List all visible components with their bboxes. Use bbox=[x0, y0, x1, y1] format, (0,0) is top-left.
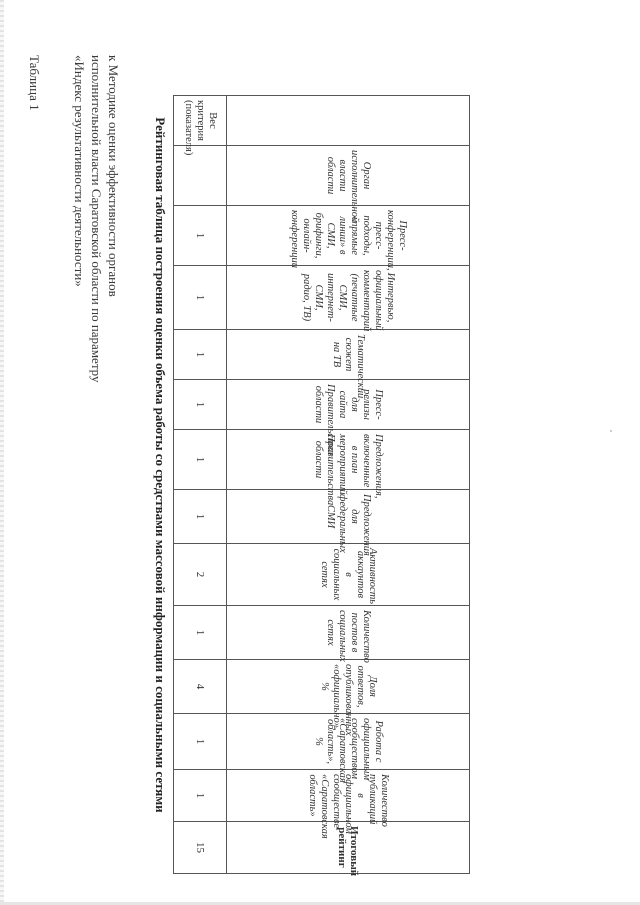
weight-value-cell: 4 bbox=[174, 660, 227, 714]
table-title: Рейтинговая таблица построения оценки объема работы со средствами массовой информации и социальными сетями bbox=[153, 117, 168, 813]
criterion-header-cell: Тематический сюжет на ТВ bbox=[227, 330, 470, 380]
weight-value-cell: 1 bbox=[174, 266, 227, 330]
criterion-header-cell: Количество постов в социальных сетях bbox=[227, 606, 470, 660]
table-number: Таблица 1 bbox=[27, 55, 42, 111]
weight-value-cell: 1 bbox=[174, 206, 227, 266]
criterion-header-cell: Активность аккаунтов в социальных сетях bbox=[227, 544, 470, 606]
table-header-row bbox=[227, 96, 470, 874]
weight-value-cell: 1 bbox=[174, 770, 227, 822]
criterion-header-cell: Предложения для федеральных СМИ bbox=[227, 490, 470, 544]
document-caption: к Методике оценки эффективности органов исполнительной власти Саратовской области по параметру «Индекс результативности деятельности» bbox=[72, 55, 121, 383]
weight-value-cell: 1 bbox=[174, 606, 227, 660]
weight-value-cell: 15 bbox=[174, 822, 227, 874]
weight-value-cell: 1 bbox=[174, 490, 227, 544]
table-corner-cell bbox=[227, 96, 470, 146]
weight-value-cell: 1 bbox=[174, 330, 227, 380]
weight-value-cell: 1 bbox=[174, 430, 227, 490]
weight-value-cell: 2 bbox=[174, 544, 227, 606]
rating-table-body bbox=[174, 96, 470, 877]
criterion-header-cell: Пресс-релизы для сайта Правительства области bbox=[227, 380, 470, 430]
criterion-header-cell: Итоговый рейтинг bbox=[227, 822, 470, 874]
criterion-header-cell: Пресс-конференции, пресс-подходы, «прямые линии» в СМИ, брифинги, онлайн-конференции bbox=[227, 206, 470, 266]
rating-table bbox=[173, 95, 470, 877]
criterion-header-cell: Интервью, официальный комментарий (печатные СМИ, интернет-СМИ, радио, ТВ) bbox=[227, 266, 470, 330]
criterion-header-cell: Работа с официальным сообществом «Саратовская область», % bbox=[227, 714, 470, 770]
weight-row bbox=[174, 96, 227, 874]
weight-value-cell: 1 bbox=[174, 714, 227, 770]
criterion-header-cell: Доля ответов, опубликованных «официально», % bbox=[227, 660, 470, 714]
weight-value-cell: 1 bbox=[174, 380, 227, 430]
weight-value-cell bbox=[174, 146, 227, 206]
criterion-header-cell: Орган исполнительной власти области bbox=[227, 146, 470, 206]
weight-label-cell: Вес критерия (показателя) bbox=[174, 96, 227, 146]
criterion-header-cell: Количество публикаций в официальном сообществе «Саратовская область» bbox=[227, 770, 470, 822]
criterion-header-cell: Предложения, включенные в план мероприятий Правительства области bbox=[227, 430, 470, 490]
